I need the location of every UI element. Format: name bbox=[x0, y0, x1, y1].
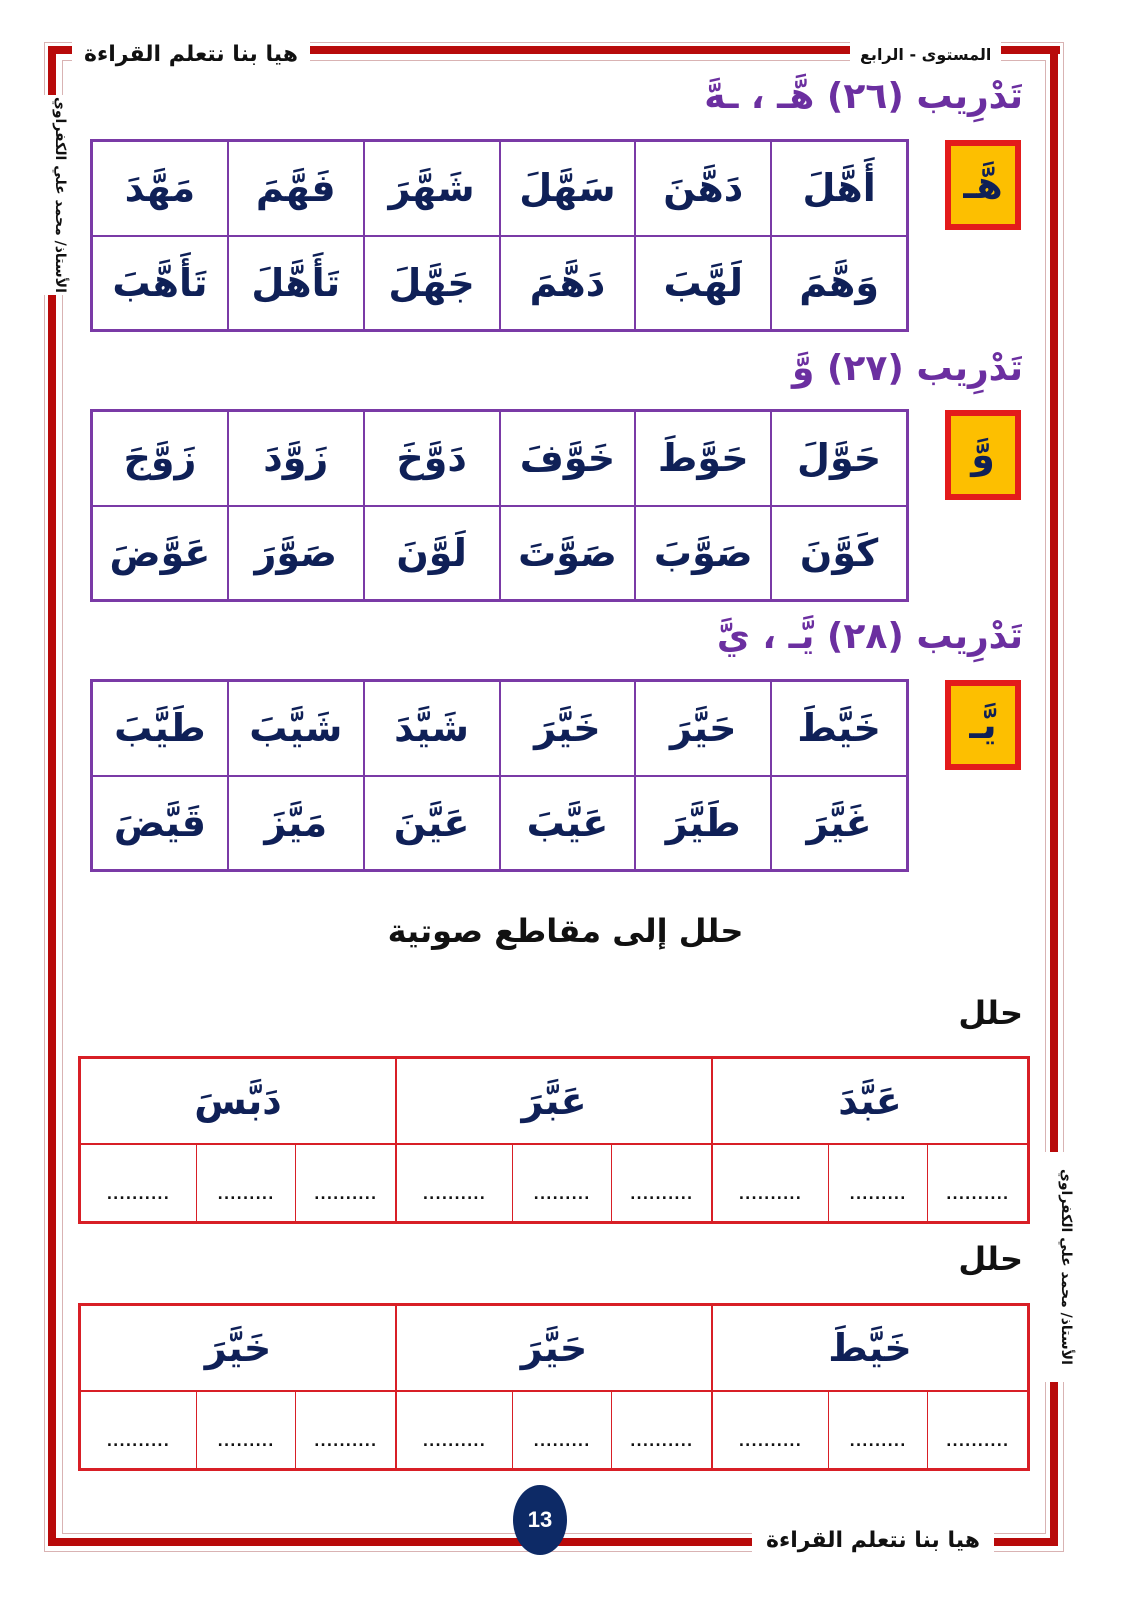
analyze-label-2: حلل bbox=[958, 1240, 1023, 1278]
word-cell: دَوَّخَ bbox=[364, 411, 500, 506]
word-cell: حَوَّطَ bbox=[635, 411, 771, 506]
word-cell: أَهَّلَ bbox=[771, 141, 907, 236]
word-cell: كَوَّنَ bbox=[771, 506, 907, 601]
word-cell: صَوَّتَ bbox=[500, 506, 636, 601]
word-cell: دَهَّمَ bbox=[500, 236, 636, 331]
word-cell: سَهَّلَ bbox=[500, 141, 636, 236]
word-cell: خَوَّفَ bbox=[500, 411, 636, 506]
syllable-blank-field[interactable]: ......... bbox=[196, 1392, 296, 1468]
footer-series-title: هيا بنا نتعلم القراءة bbox=[752, 1524, 994, 1558]
syllable-word: عَبَّدَ bbox=[712, 1058, 1028, 1144]
word-cell: مَهَّدَ bbox=[92, 141, 228, 236]
word-cell: صَوَّرَ bbox=[228, 506, 364, 601]
syllable-table-1 bbox=[78, 1056, 1030, 1224]
word-cell: لَهَّبَ bbox=[635, 236, 771, 331]
syllable-blank-field[interactable]: .......... bbox=[422, 1434, 486, 1450]
syllable-blank-field[interactable]: .......... bbox=[295, 1145, 395, 1221]
word-cell: زَوَّدَ bbox=[228, 411, 364, 506]
word-cell: زَوَّجَ bbox=[92, 411, 228, 506]
word-cell: عَيَّنَ bbox=[364, 776, 500, 871]
syllable-blank-field[interactable]: .......... bbox=[106, 1187, 170, 1203]
syllable-blank-field[interactable]: .......... bbox=[611, 1392, 711, 1468]
syllable-blank-field[interactable]: ......... bbox=[828, 1392, 928, 1468]
word-cell: شَهَّرَ bbox=[364, 141, 500, 236]
word-cell: حَيَّرَ bbox=[635, 681, 771, 776]
author-label-left: الأستاذ/ محمد علي الكفراوي bbox=[40, 95, 68, 295]
word-cell: حَوَّلَ bbox=[771, 411, 907, 506]
letter-glyph: هَّـ bbox=[963, 163, 1003, 207]
syllable-blank-field[interactable]: ......... bbox=[828, 1145, 928, 1221]
syllable-word: عَبَّرَ bbox=[396, 1058, 712, 1144]
syllable-blank-field[interactable]: ......... bbox=[196, 1145, 296, 1221]
syllable-table-2 bbox=[78, 1303, 1030, 1471]
syllable-blank-field[interactable]: ......... bbox=[512, 1392, 612, 1468]
word-cell: طَيَّرَ bbox=[635, 776, 771, 871]
syllable-blank-field[interactable]: .......... bbox=[611, 1145, 711, 1221]
word-cell: دَهَّنَ bbox=[635, 141, 771, 236]
letter-box-ya bbox=[945, 680, 1021, 770]
syllable-word: دَبَّسَ bbox=[80, 1058, 396, 1144]
word-grid-26 bbox=[90, 139, 909, 332]
syllable-word: حَيَّرَ bbox=[396, 1305, 712, 1391]
syllable-blank-field[interactable]: .......... bbox=[738, 1434, 802, 1450]
exercise-title-28: تَدْرِيب (٢٨) يَّـ ، يَّ bbox=[716, 616, 1023, 657]
word-cell: وَهَّمَ bbox=[771, 236, 907, 331]
word-cell: خَيَّطَ bbox=[771, 681, 907, 776]
syllable-blank-field[interactable]: .......... bbox=[927, 1392, 1027, 1468]
word-cell: شَيَّبَ bbox=[228, 681, 364, 776]
header-level-label: المستوى - الرابع bbox=[850, 38, 1001, 72]
syllable-blank-group bbox=[396, 1144, 712, 1222]
syllable-blank-group bbox=[396, 1391, 712, 1469]
word-cell: تَأَهَّبَ bbox=[92, 236, 228, 331]
word-cell: طَيَّبَ bbox=[92, 681, 228, 776]
word-cell: تَأَهَّلَ bbox=[228, 236, 364, 331]
syllable-blank-group bbox=[712, 1144, 1028, 1222]
word-grid-27 bbox=[90, 409, 909, 602]
syllable-blank-group bbox=[80, 1144, 396, 1222]
word-cell: مَيَّزَ bbox=[228, 776, 364, 871]
exercise-title-26: تَدْرِيب (٢٦) هَّـ ، ـهَّ bbox=[704, 76, 1023, 117]
letter-glyph: يَّـ bbox=[969, 703, 997, 747]
word-grid-28 bbox=[90, 679, 909, 872]
word-cell: خَيَّرَ bbox=[500, 681, 636, 776]
header-series-title: هيا بنا نتعلم القراءة bbox=[72, 38, 310, 72]
exercise-title-27: تَدْرِيب (٢٧) وَّ bbox=[792, 348, 1023, 389]
syllable-blank-field[interactable]: .......... bbox=[106, 1434, 170, 1450]
word-cell: جَهَّلَ bbox=[364, 236, 500, 331]
word-cell: قَيَّضَ bbox=[92, 776, 228, 871]
word-cell: عَيَّبَ bbox=[500, 776, 636, 871]
syllable-blank-group bbox=[80, 1391, 396, 1469]
letter-box-waw bbox=[945, 410, 1021, 500]
syllable-blank-field[interactable]: .......... bbox=[927, 1145, 1027, 1221]
word-cell: عَوَّضَ bbox=[92, 506, 228, 601]
word-cell: غَيَّرَ bbox=[771, 776, 907, 871]
syllable-blank-field[interactable]: .......... bbox=[738, 1187, 802, 1203]
word-cell: صَوَّبَ bbox=[635, 506, 771, 601]
word-cell: فَهَّمَ bbox=[228, 141, 364, 236]
author-label-right: الأستاذ/ محمد علي الكفراوي bbox=[1042, 1152, 1074, 1382]
page-number-badge bbox=[513, 1485, 567, 1555]
word-cell: شَيَّدَ bbox=[364, 681, 500, 776]
syllable-blank-field[interactable]: .......... bbox=[422, 1187, 486, 1203]
page-number: 13 bbox=[527, 1507, 553, 1532]
syllable-section-heading: حلل إلى مقاطع صوتية bbox=[387, 912, 744, 950]
word-cell: لَوَّنَ bbox=[364, 506, 500, 601]
letter-box-ha bbox=[945, 140, 1021, 230]
syllable-blank-field[interactable]: .......... bbox=[295, 1392, 395, 1468]
syllable-word: خَيَّطَ bbox=[712, 1305, 1028, 1391]
analyze-label-1: حلل bbox=[958, 994, 1023, 1032]
letter-glyph: وَّ bbox=[971, 433, 995, 477]
syllable-word: خَيَّرَ bbox=[80, 1305, 396, 1391]
syllable-blank-group bbox=[712, 1391, 1028, 1469]
syllable-blank-field[interactable]: ......... bbox=[512, 1145, 612, 1221]
